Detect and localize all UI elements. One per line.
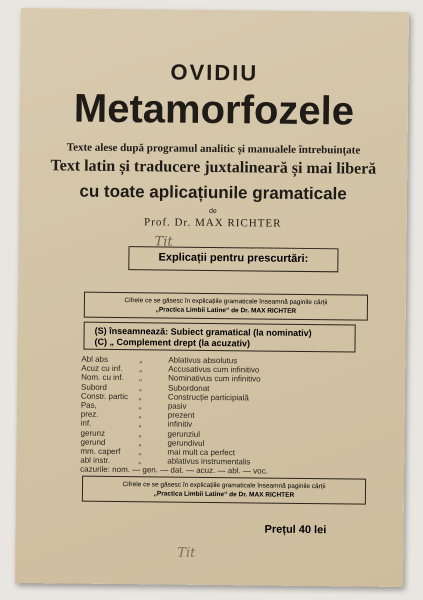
note-box-bottom bbox=[82, 476, 366, 505]
price-label: Prețul 40 lei bbox=[264, 523, 327, 537]
abbreviation: abl instr. bbox=[80, 455, 111, 466]
ditto-mark: „ bbox=[138, 438, 142, 448]
meaning: Accusativus cum infinitivo bbox=[168, 364, 260, 375]
note-top-line1: Cifrele ce se găsesc în explicațiile gramaticale înseamnă paginile cărții bbox=[124, 297, 328, 307]
ditto-mark: „ bbox=[138, 456, 142, 466]
book-title: Metamorfozele bbox=[73, 86, 355, 134]
book-cover bbox=[15, 8, 409, 587]
abbreviations-heading: Explicații pentru prescurtări: bbox=[158, 251, 309, 266]
subtitle-line-3: cu toate aplicațiunile gramaticale bbox=[79, 181, 347, 204]
note-box-top bbox=[84, 292, 368, 321]
ditto-mark: „ bbox=[139, 355, 143, 365]
ditto-mark: „ bbox=[138, 401, 142, 411]
meaning: Nominativus cum infinitivo bbox=[168, 373, 261, 384]
meaning: gerundivul bbox=[167, 438, 205, 448]
ditto-mark: „ bbox=[138, 428, 142, 438]
ditto-mark: „ bbox=[139, 373, 142, 383]
note-bottom-line2: „Practica Limbii Latine“ de Dr. MAX RICHTER bbox=[153, 490, 295, 499]
handwritten-signature: Tit bbox=[177, 545, 196, 561]
ditto-mark: „ bbox=[138, 419, 142, 429]
meaning: gerunziul bbox=[167, 429, 201, 439]
abbreviation: gerunz bbox=[80, 428, 106, 438]
author-name: OVIDIU bbox=[170, 59, 259, 86]
abbreviation: prez. bbox=[80, 409, 99, 420]
markers-box bbox=[83, 322, 355, 353]
note-bottom-line1: Cifrele ce se găsesc în explicațiile gramaticale înseamnă paginile cărții bbox=[122, 481, 326, 491]
subtitle-line-1: Texte alese după programul analitic și manualele întrebuințate bbox=[66, 141, 361, 157]
abbreviation: Subord bbox=[81, 382, 107, 392]
ditto-mark: „ bbox=[139, 364, 142, 374]
abbreviation: mm. caperf bbox=[80, 446, 121, 457]
abbreviation: gerund bbox=[80, 437, 106, 447]
ditto-mark: „ bbox=[138, 447, 142, 457]
meaning: Ablativus absolutus bbox=[168, 355, 238, 366]
abbreviation: Nom. cu inf. bbox=[81, 373, 124, 383]
ditto-mark: „ bbox=[138, 392, 142, 402]
abbreviation: Pas, bbox=[80, 400, 97, 410]
meaning: pasiv bbox=[167, 401, 187, 411]
meaning: prezent bbox=[167, 410, 195, 421]
abbreviation: Constr. partic bbox=[80, 391, 129, 401]
meaning: Subordonat bbox=[168, 383, 210, 393]
ditto-mark: „ bbox=[138, 410, 142, 420]
abbreviation: inf. bbox=[80, 419, 92, 429]
ditto-mark: „ bbox=[139, 382, 142, 392]
marker-s: (S) înseamnează: Subiect gramatical (la nominativ) bbox=[94, 325, 312, 339]
meaning: Construcție participială bbox=[167, 392, 249, 403]
handwritten-mark: Tit bbox=[154, 234, 173, 250]
marker-c: (C) „ Complement drept (la acuzativ) bbox=[94, 336, 251, 349]
note-top-line2: „Practica Limbii Latine“ de Dr. MAX RICHTER bbox=[155, 306, 297, 315]
meaning: ablativus instrumentalis bbox=[167, 456, 251, 467]
meaning: mai mult ca perfect bbox=[167, 447, 236, 458]
by-word: de bbox=[208, 207, 217, 216]
abbreviation: Acuz cu inf. bbox=[81, 363, 123, 374]
abbreviations-heading-box bbox=[128, 246, 338, 272]
professor-name: Prof. Dr. MAX RICHTER bbox=[144, 216, 282, 230]
subtitle-line-2: Text latin și traducere juxtalineară și mai liberă bbox=[50, 157, 377, 178]
abbreviation: cazurile: nom. — gen. — dat. — acuz. — abl. — voc. bbox=[80, 465, 268, 476]
meaning: infinitiv bbox=[167, 419, 193, 430]
abbreviation: Abl abs bbox=[81, 354, 109, 364]
